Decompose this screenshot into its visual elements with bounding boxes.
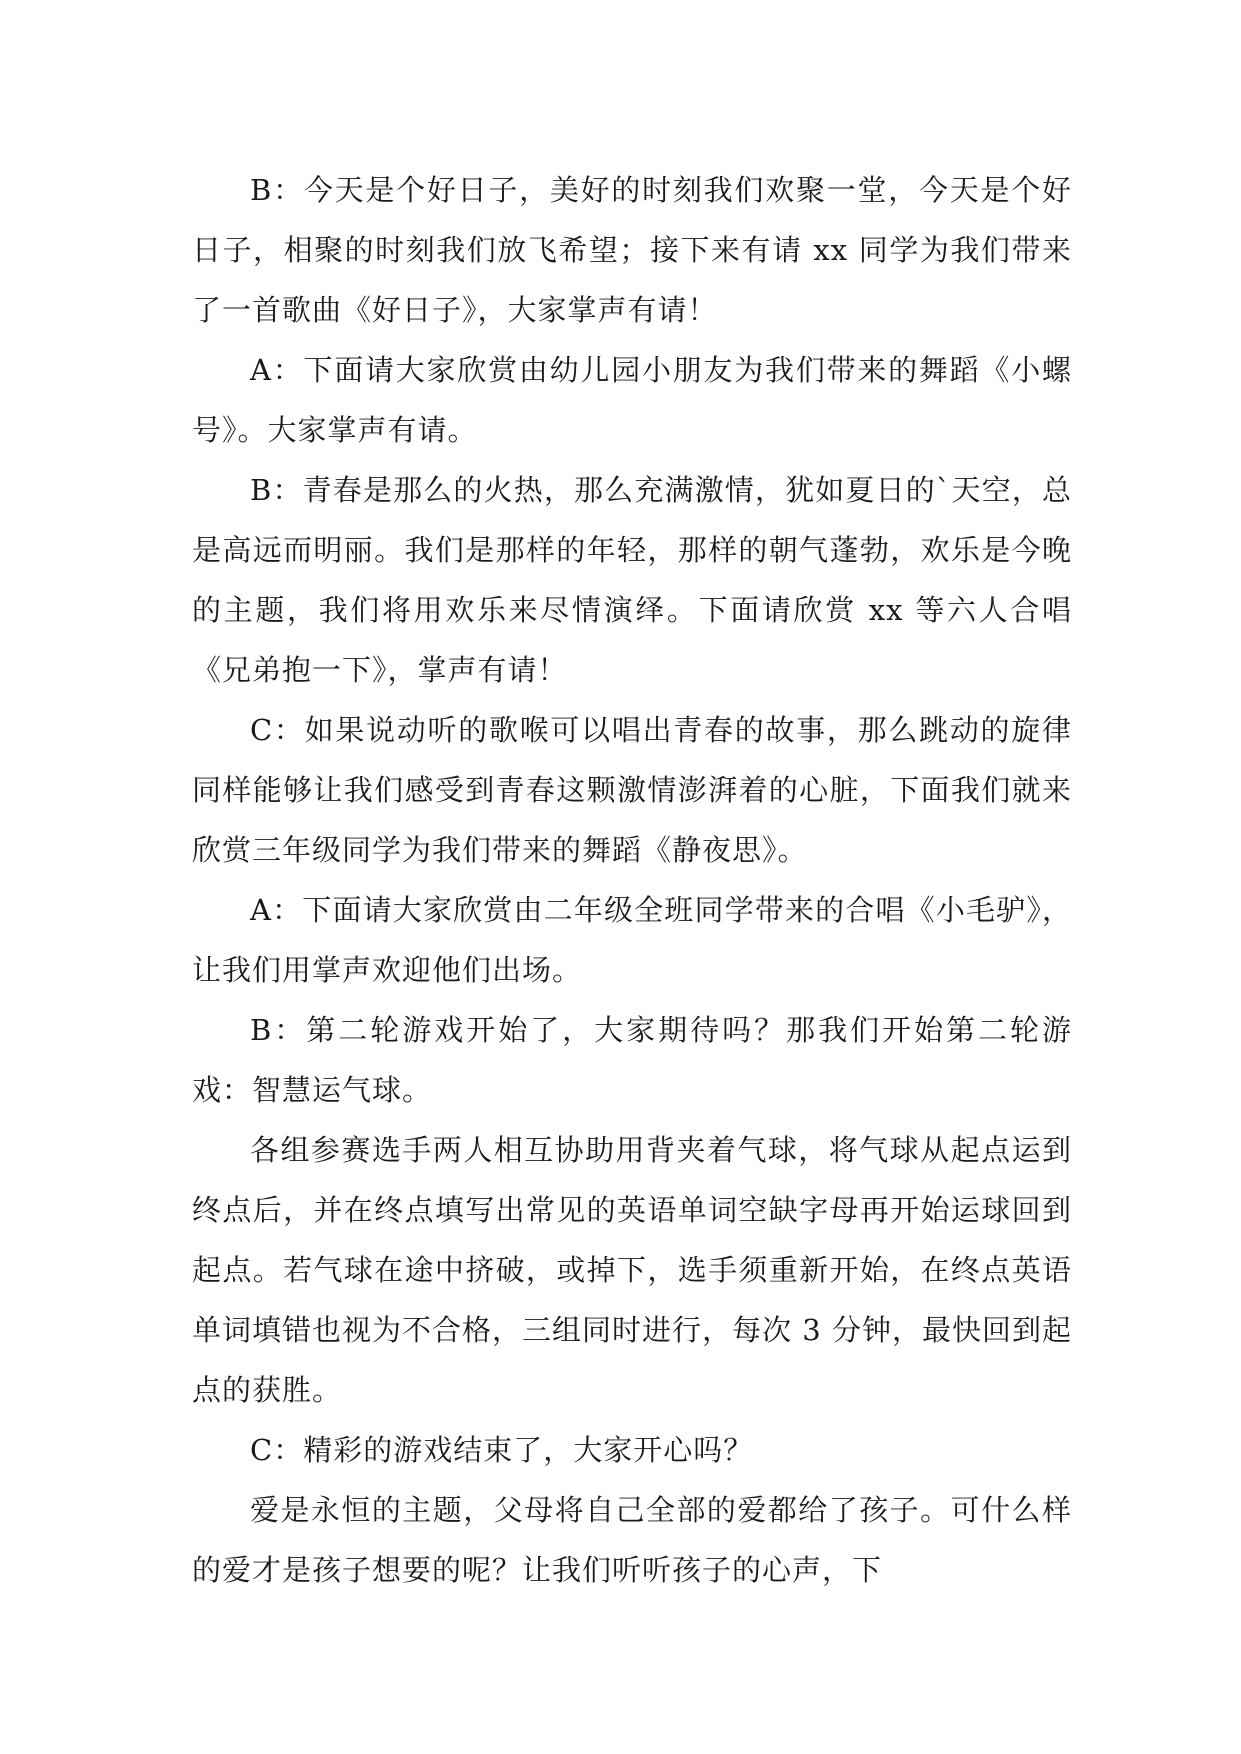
paragraph-host-c-game-end: C：精彩的游戏结束了，大家开心吗？ bbox=[250, 1433, 754, 1467]
paragraph-game-rules: 各组参赛选手两人相互协助用背夹着气球，将气球从起点运到终点后，并在终点填写出常见的英语单词空缺字母再开始运球回到起点。若气球在途中挤破，或掉下，选手须重新开始，在终点英语单词填错也视为不合格，三组同时进行，每次 3 分钟，最快回到起点的获胜。 bbox=[192, 1133, 1072, 1407]
paragraph-host-a-little-conch: A：下面请大家欣赏由幼儿园小朋友为我们带来的舞蹈《小螺号》。大家掌声有请。 bbox=[192, 353, 1072, 447]
paragraph-host-b-good-day: B：今天是个好日子，美好的时刻我们欢聚一堂，今天是个好日子，相聚的时刻我们放飞希望；接下来有请 xx 同学为我们带来了一首歌曲《好日子》，大家掌声有请！ bbox=[192, 173, 1072, 327]
paragraph-love-theme: 爱是永恒的主题，父母将自己全部的爱都给了孩子。可什么样的爱才是孩子想要的呢？让我们听听孩子的心声，下 bbox=[192, 1493, 1072, 1587]
paragraph-host-b-second-game: B：第二轮游戏开始了，大家期待吗？那我们开始第二轮游戏：智慧运气球。 bbox=[192, 1013, 1072, 1107]
paragraph-host-a-little-donkey: A：下面请大家欣赏由二年级全班同学带来的合唱《小毛驴》，让我们用掌声欢迎他们出场。 bbox=[192, 893, 1072, 987]
document-body bbox=[192, 160, 1072, 1600]
paragraph-host-c-dance: C：如果说动听的歌喉可以唱出青春的故事，那么跳动的旋律同样能够让我们感受到青春这颗激情澎湃着的心脏，下面我们就来欣赏三年级同学为我们带来的舞蹈《静夜思》。 bbox=[192, 713, 1072, 867]
paragraph-host-b-youth: B：青春是那么的火热，那么充满激情，犹如夏日的`天空，总是高远而明丽。我们是那样的年轻，那样的朝气蓬勃，欢乐是今晚的主题，我们将用欢乐来尽情演绎。下面请欣赏 xx 等六人合唱《兄弟抱一下》，掌声有请！ bbox=[192, 473, 1072, 687]
